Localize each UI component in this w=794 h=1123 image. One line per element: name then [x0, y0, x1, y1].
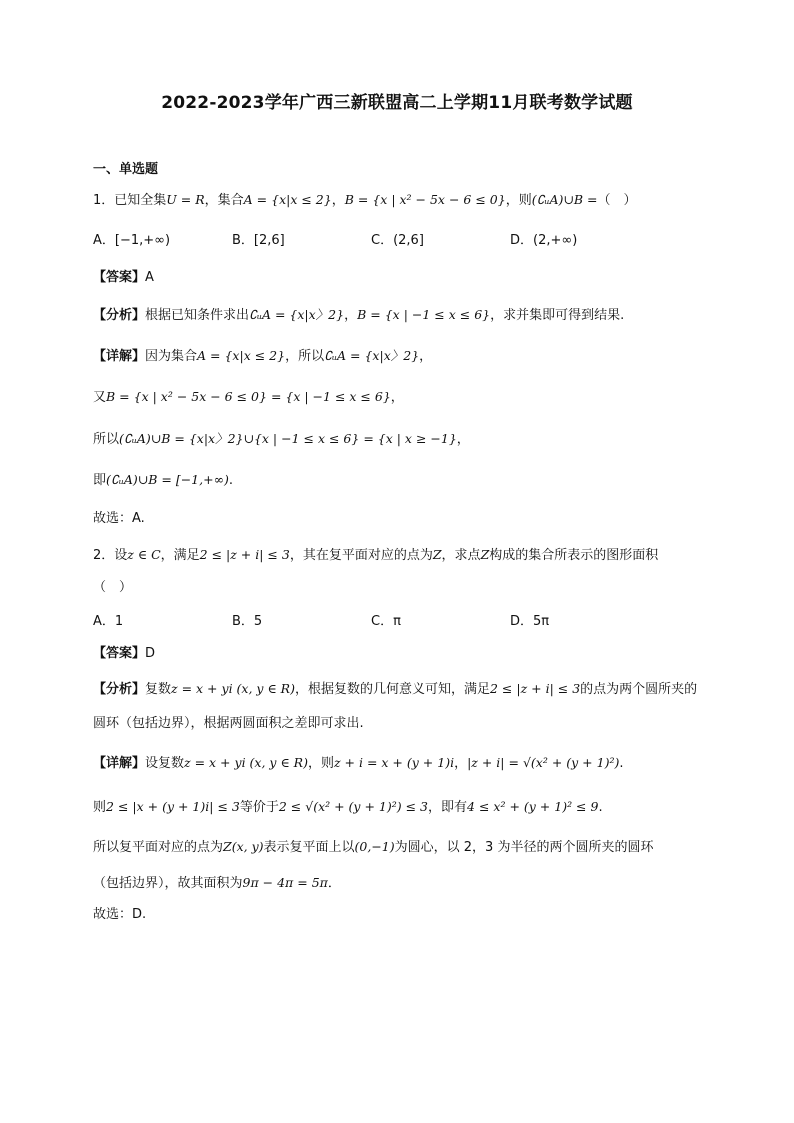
- analysis-text: ，: [344, 308, 358, 323]
- q2-detail-line-2: [93, 797, 704, 818]
- q1-conclusion: 故选：A.: [93, 511, 145, 526]
- q2-option-c[interactable]: C．π: [371, 614, 401, 629]
- detail-math: Z(x, y): [223, 839, 264, 854]
- q2-text: 构成的集合所表示的图形面积: [489, 548, 659, 563]
- q2-text: 2．设: [93, 548, 128, 563]
- analysis-text: 复数: [145, 682, 172, 697]
- detail-math: (∁ᵤA)∪B = [−1,+∞): [106, 472, 229, 487]
- q2-math: 2 ≤ |z + i| ≤ 3: [199, 547, 290, 562]
- q1-detail-line-4: [93, 470, 704, 491]
- analysis-text: ，求并集即可得到结果.: [490, 308, 625, 323]
- answer-tag: 【答案】: [93, 270, 146, 285]
- q2-detail-line-4: [93, 873, 704, 894]
- q2-math: Z: [432, 547, 442, 562]
- analysis-text: 的点为两个圆所夹的: [580, 682, 698, 697]
- detail-text: 表示复平面上以: [263, 840, 355, 855]
- detail-text: （包括边界），故其面积为: [93, 876, 243, 891]
- q2-paren: （ ）: [93, 580, 133, 595]
- q2-detail: [93, 753, 704, 774]
- detail-math: |z + i| = √(x² + (y + 1)²): [467, 755, 620, 770]
- q1-text: （ ）: [597, 193, 637, 208]
- q2-conclusion: 故选：D.: [93, 907, 147, 922]
- detail-math: (∁ᵤA)∪B = {x|x〉2}∪{x | −1 ≤ x ≤ 6} = {x | x ≥ −1}: [119, 431, 457, 446]
- question-1-stem: [93, 190, 704, 211]
- question-2-stem: [93, 545, 704, 566]
- analysis-tag: 【分析】: [93, 682, 146, 697]
- q1-option-a[interactable]: A．[−1,+∞): [93, 233, 171, 248]
- q2-math: Z: [480, 547, 490, 562]
- detail-text: 为圆心，以 2，3 为半径的两个圆所夹的圆环: [394, 840, 654, 855]
- q2-analysis: [93, 679, 704, 700]
- detail-tag: 【详解】: [93, 349, 146, 364]
- document-title: 2022-2023学年广西三新联盟高二上学期11月联考数学试题: [161, 93, 633, 113]
- detail-text: 所以复平面对应的点为: [93, 840, 224, 855]
- detail-text: .: [598, 800, 603, 815]
- detail-math: z = x + yi (x, y ∈ R): [184, 755, 308, 770]
- detail-text: .: [228, 473, 233, 488]
- detail-text: ，: [454, 756, 468, 771]
- detail-math: z + i = x + (y + 1)i: [333, 755, 455, 770]
- q1-answer: [93, 268, 704, 288]
- q1-math: U = R: [166, 192, 205, 207]
- q1-option-b[interactable]: B．[2,6]: [232, 233, 285, 248]
- detail-math: 2 ≤ √(x² + (y + 1)²) ≤ 3: [278, 799, 429, 814]
- q1-text: ，则: [505, 193, 532, 208]
- detail-text: ，: [390, 390, 404, 405]
- section-heading: 一、单选题: [93, 162, 159, 177]
- q2-text: ，满足: [160, 548, 200, 563]
- q2-detail-line-3: [93, 837, 704, 858]
- q1-math: (∁ᵤA)∪B =: [531, 192, 598, 207]
- detail-text: ，即有: [428, 800, 468, 815]
- q2-text: ，其在复平面对应的点为: [289, 548, 433, 563]
- q2-math: z ∈ C: [127, 547, 161, 562]
- q2-analysis-line-2: 圆环（包括边界），根据两圆面积之差即可求出.: [93, 716, 364, 731]
- q2-option-a[interactable]: A．1: [93, 614, 124, 629]
- q1-text: 1．已知全集: [93, 193, 167, 208]
- answer-value: D: [145, 646, 156, 661]
- q1-analysis: [93, 305, 704, 326]
- detail-text: ，所以: [285, 349, 325, 364]
- detail-text: 所以: [93, 432, 120, 447]
- detail-text: 因为集合: [145, 349, 198, 364]
- detail-math: A = {x|x ≤ 2}: [197, 348, 286, 363]
- detail-text: 即: [93, 473, 107, 488]
- detail-text: 则: [93, 800, 107, 815]
- q2-text: ，求点: [441, 548, 481, 563]
- detail-math: B = {x | x² − 5x − 6 ≤ 0} = {x | −1 ≤ x ≤ 6}: [106, 389, 391, 404]
- detail-tag: 【详解】: [93, 756, 146, 771]
- answer-value: A: [145, 270, 154, 285]
- analysis-text: 根据已知条件求出: [145, 308, 250, 323]
- q2-option-b[interactable]: B．5: [232, 614, 263, 629]
- analysis-math: z = x + yi (x, y ∈ R): [171, 681, 295, 696]
- q2-answer: [93, 644, 704, 664]
- detail-text: ，: [419, 349, 433, 364]
- q1-text: ，集合: [204, 193, 244, 208]
- q1-math: B = {x | x² − 5x − 6 ≤ 0}: [344, 192, 506, 207]
- detail-text: 设复数: [145, 756, 185, 771]
- answer-tag: 【答案】: [93, 646, 146, 661]
- q1-detail-line-3: [93, 429, 704, 450]
- analysis-math: ∁ᵤA = {x|x〉2}: [249, 307, 345, 322]
- detail-math: 9π − 4π = 5π: [242, 875, 328, 890]
- detail-math: ∁ᵤA = {x|x〉2}: [324, 348, 420, 363]
- analysis-tag: 【分析】: [93, 308, 146, 323]
- detail-math: 2 ≤ |x + (y + 1)i| ≤ 3: [106, 799, 240, 814]
- detail-text: 等价于: [239, 800, 279, 815]
- q1-option-c[interactable]: C．(2,6]: [371, 233, 424, 248]
- detail-math: 4 ≤ x² + (y + 1)² ≤ 9: [467, 799, 599, 814]
- detail-text: ，则: [307, 756, 334, 771]
- q2-option-d[interactable]: D．5π: [510, 614, 550, 629]
- detail-text: .: [619, 756, 624, 771]
- detail-text: 又: [93, 390, 107, 405]
- q1-math: A = {x|x ≤ 2}: [243, 192, 332, 207]
- q1-detail-line-2: [93, 387, 704, 408]
- q1-option-d[interactable]: D．(2,+∞): [510, 233, 578, 248]
- q1-detail: [93, 346, 704, 367]
- detail-text: ，: [456, 432, 470, 447]
- q1-text: ，: [331, 193, 345, 208]
- analysis-math: B = {x | −1 ≤ x ≤ 6}: [357, 307, 491, 322]
- detail-math: (0,−1): [354, 839, 395, 854]
- detail-text: ．: [327, 876, 341, 891]
- analysis-text: ，根据复数的几何意义可知，满足: [294, 682, 490, 697]
- analysis-math: 2 ≤ |z + i| ≤ 3: [489, 681, 581, 696]
